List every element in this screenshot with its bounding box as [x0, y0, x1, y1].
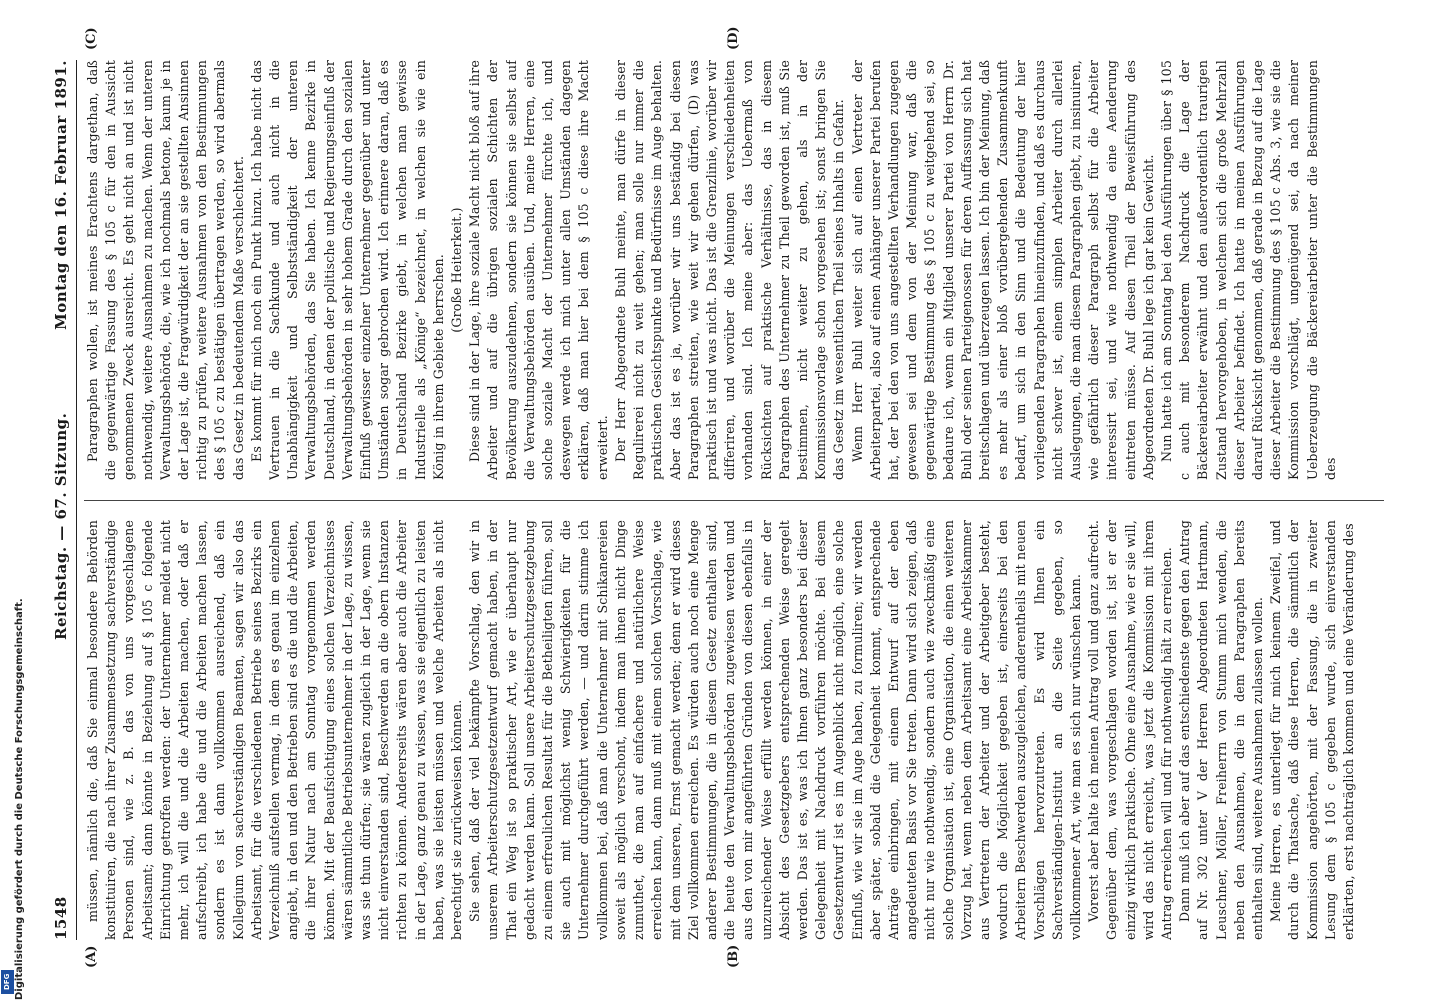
digitization-strip [0, 0, 25, 1000]
paragraph: Vorerst aber halte ich meinen Antrag voll und ganz aufrecht. Gegenüber dem, was vorgeschlagen worden ist, ist er der einzig wirklich praktische. Ohne eine Ausnahme, wie er sie will, wird das nicht erreicht, was jetzt die Kommission mit ihrem Antrag erreichen will und für nothwendig hält zu erreichen. [1086, 520, 1174, 940]
paragraph: Wenn Herr Buhl weiter sich auf einen Vertreter der Arbeiterpartei, also auf einen Anhänger unserer Partei berufen hat, der bei den von uns angestellten Verhandlungen zugegen gewesen sei und dem von der Meinung war, daß die gegenwärtige Bestimmung des § 105 c zu weitgehend sei, so bedaure ich, wenn ein Mitglied unserer Partei von Herrn Dr. Buhl oder seinen Parteigenossen für deren Auffassung sich hat breitschlagen und überzeugen lassen. Ich bin der Meinung, daß es mehr als einer bloß vorübergehenden Zusammenkunft bedarf, um sich in den Sinn und die Bedeutung der hier vorliegenden Paragraphen hineinzufinden, und daß es durchaus nicht schwer ist, einem simplen Arbeiter durch allerlei Auslegungen, die man diesem Paragraphen giebt, zu insinuiren, wie gefährlich dieser Paragraph selbst für die Arbeiter interessirt sei, und wie nothwendig da eine Aenderung eintreten müsse. Auf diesen Theil der Beweisführung des Abgeordneten Dr. Buhl lege ich gar kein Gewicht. [849, 60, 1156, 480]
paragraph: Diese sind in der Lage, ihre soziale Macht nicht bloß auf ihre Arbeiter und auf die übrigen sozialen Schichten der Bevölkerung auszudehnen, sondern sie können sie selbst auf die Verwaltungsbehörden ausüben. Und, meine Herren, eine solche soziale Macht der Unternehmer fürchte ich, und deswegen werde ich mich unter allen Umständen dagegen erklären, daß man hier bei dem § 105 c diese ihre Macht erweitert. [467, 60, 610, 480]
paragraph: Meine Herren, es unterliegt für mich keinem Zweifel, und durch die Thatsache, daß diese Herren, die sämmtlich der Kommission angehörten, mit der Fassung, die in zweiter Lesung dem § 105 c gegeben wurde, sich einverstanden erklärten, erst nachträglich kommen und eine Veränderung des [1268, 520, 1357, 940]
column-divider [84, 500, 1384, 501]
page-number: 1548 [52, 896, 70, 940]
margin-marker-b: (B) [726, 944, 741, 968]
session-date: Montag den 16. Februar 1891. [52, 60, 70, 330]
paragraph: Dann muß ich aber auf das entschiedenste gegen den Antrag auf Nr. 302 unter V der Herren Abgeordneten Hartmann, Leuschner, Möller, Freiherrn von Stumm mich wenden, die neben den Ausnahmen, die in dem Paragraphen bereits enthalten sind, weitere Ausnahmen zulassen wollen. [1177, 520, 1265, 940]
margin-marker-a: (A) [84, 945, 99, 968]
margin-marker-d: (D) [726, 26, 741, 50]
interjection: (Große Heiterkeit.) [449, 207, 465, 333]
paragraph: Nun hatte ich am Sonntag bei den Ausführungen über § 105 c auch mit besonderem Nachdruck die Lage der Bäckereiarbeiter erwähnt und den außerordentlich traurigen Zustand hervorgehoben, in welchem sich die große Mehrzahl dieser Arbeiter befindet. Ich hatte in meinen Ausführungen darauf Rücksicht genommen, daß gerade in Bezug auf die Lage dieser Arbeiter die Bestimmung des § 105 c Abs. 3, wie sie die Kommission vorschlägt, ungenügend sei, da nach meiner Ueberzeugung die Bäckereiarbeiter unter die Bestimmungen des [1158, 60, 1338, 480]
page-header [50, 60, 77, 940]
newspaper-sheet [36, 20, 1396, 980]
text-column-right [84, 60, 1384, 480]
paragraph: Sie sehen, daß der viel bekämpfte Vorschlag, den wir in unserem Arbeiterschutzgesetzentwurf gemacht haben, in der That ein Weg ist so praktischer Art, wie er überhaupt nur gedacht werden kann. Soll unsere Arbeiterschutzgesetzgebung zu einem erfreulichen Resultat für die Betheiligten führen, soll sie auch mit möglichst wenig Schwierigkeiten für die Unternehmer durchgeführt werden, — und darin stimme ich vollkommen bei, daß man die Unternehmer mit Schikanereien soweit als möglich verschont, indem man ihnen nicht Dinge zumuthet, die man auf einfachere und natürlichere Weise erreichen kann, dann muß mit einem solchen Vorschlage, wie mit dem unseren, Ernst gemacht werden; denn er wird dieses Ziel vollkommen erreichen. Es würden auch noch eine Menge anderer Bestimmungen, die in diesem Gesetz enthalten sind, die heute den Verwaltungsbehörden zugewiesen werden und aus den von mir angeführten Gründen von diesen ebenfalls in unzureichender Weise erfüllt werden können, in einer der Absicht des Gesetzgebers entsprechenden Weise geregelt werden. Das ist es, was ich Ihnen ganz besonders bei dieser Gelegenheit mit Nachdruck vorführen möchte. Bei diesem Gesetzentwurf ist es im Augenblick nicht möglich, eine solche Einfluß, wie wir sie im Auge haben, zu formuliren; wir werden aber später, sobald die Gelegenheit kommt, entsprechende Anträge einbringen, mit einem Entwurf auf der eben angedeuteten Basis vor Sie treten. Dann wird sich zeigen, daß nicht nur wie nothwendig, sondern auch wie zweckmäßig eine solche Organisation ist, eine Organisation, die einen weiteren Vorzug hat, wenn neben dem Arbeitsamt eine Arbeitskammer aus Vertretern der Arbeiter und der Arbeitgeber besteht, wodurch die Möglichkeit gegeben ist, einerseits bei den Arbeitern Beschwerden auszugleichen, anderentheils mit neuen Vorschlägen hervorzutreten. Es wird Ihnen ein Sachverständigen-Institut an die Seite gegeben, so vollkommener Art, wie man es sich nur wünschen kann. [467, 520, 1083, 940]
margin-marker-c: (C) [84, 27, 99, 50]
session-title: Reichstag. — 67. Sitzung. [52, 412, 70, 640]
paragraph: Es kommt für mich noch ein Punkt hinzu. Ich habe nicht das Vertrauen in die Sachkunde und auch nicht in die Unabhängigkeit und Selbstständigkeit der unteren Verwaltungsbehörden, das Sie haben. Ich kenne Bezirke in Deutschland, in denen der politische und Regierungseinfluß der Verwaltungsbehörden in sehr hohem Grade durch den sozialen Einfluß gewisser einzelner Unternehmer gegenüber und unter Umständen sogar gebrochen wird. Ich erinnere daran, daß es in Deutschland Bezirke giebt, in welchen man gewisse Industrielle als „Könige“ bezeichnet, in welchen sie wie ein König in ihrem Gebiete herrschen. [248, 60, 446, 480]
paragraph: müssen, nämlich die, daß Sie einmal besondere Behörden konstituiren, die nach ihrer Zusammensetzung sachverständige Personen sind, wie z. B. das von uns vorgeschlagene Arbeitsamt; dann könnte in Beziehung auf § 105 c folgende Einrichtung getroffen werden: der Unternehmer meldet nicht mehr, ich will die und die Arbeiten machen, oder daß er aufschreibt, ich habe die und die Arbeiten machen lassen, sondern es ist dann vollkommen ausreichend, daß ein Kollegium von sachverständigen Beamten, sagen wir also das Arbeitsamt, für die verschiedenen Betriebe seines Bezirks ein Verzeichniß aufstellen vermag, in dem es genau im einzelnen angiebt, in den und den Betrieben sind es die und die Arbeiten, die ihrer Natur nach am Sonntag vorgenommen werden können. Mit der Beaufsichtigung eines solchen Verzeichnisses wären sämmtliche Betriebsunternehmer in der Lage, zu wissen, was sie thun dürfen; sie wären zugleich in der Lage, wenn sie nicht einverstanden sind, Beschwerden an die obern Instanzen richten zu können. Andererseits wären aber auch die Arbeiter in der Lage, ganz genau zu wissen, was sie eigentlich zu leisten haben, was sie leisten müssen und welche Arbeiten als nicht berechtigt sie zurückweisen können. [85, 520, 465, 940]
text-column-left [84, 520, 1384, 940]
paragraph: Paragraphen wollen, ist meines Erachtens dargethan, daß die gegenwärtige Fassung des § 105 c für den in Aussicht genommenen Zweck ausreicht. Es geht nicht an und ist nicht nothwendig, weitere Ausnahmen zu machen. Wenn der unteren Verwaltungsbehörde, die, wie ich nochmals betone, kaum je in der Lage ist, die Fragwürdigkeit der an sie gestellten Ansinnen richtig zu prüfen, weitere Ausnahmen von den Bestimmungen des § 105 c zu bestätigen übertragen werden, so wird abermals das Gesetz in bedeutendem Maße verschlechtert. [85, 60, 246, 480]
paragraph: Der Herr Abgeordnete Buhl meinte, man dürfe in dieser Regulirerei nicht zu weit gehen; man solle nur immer die praktischen Gesichtspunkte und Bedürfnisse im Auge behalten. Aber das ist es ja, worüber wir uns beständig bei diesen Paragraphen streiten, wie weit wir gehen dürfen, (D) was praktisch ist und was nicht. Das ist die Grenzlinie, worüber wir differiren, und worüber die Meinungen verschiedenheiten vorhanden sind. Ich meine aber: das Uebermaß von Rücksichten auf praktische Verhältnisse, das in diesem Paragraphen des Unternehmer zu Theil geworden ist, muß Sie bestimmen, nicht weiter zu gehen, als in der Kommissionsvorlage schon vorgesehen ist; sonst bringen Sie das Gesetz im wesentlichen Theil seines Inhalts in Gefahr. [612, 60, 847, 480]
dfg-logo-icon: DFG [1, 970, 14, 994]
dfg-credit-text: Digitalisierung gefördert durch die Deutsche Forschungsgemeinschaft. [14, 598, 25, 1000]
